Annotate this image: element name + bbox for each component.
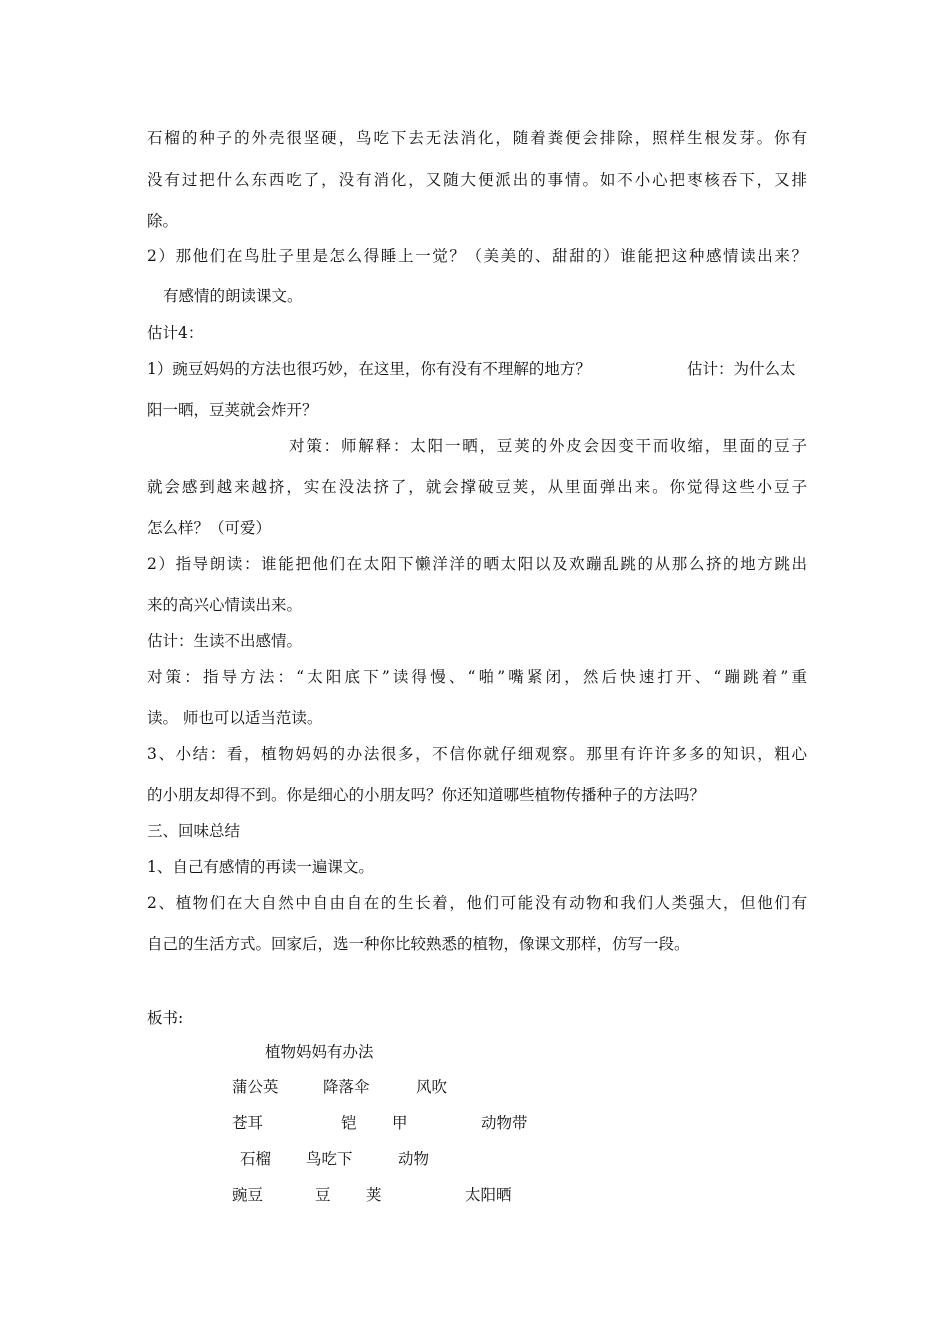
paragraph-line: 就会感到越来越挤，实在没法挤了，就会撑破豆荚，从里面弹出来。你觉得这些小豆子: [147, 478, 807, 496]
board-cell: 甲: [392, 1114, 408, 1132]
paragraph-line: 1）豌豆妈妈的方法也很巧妙，在这里，你有没有不理解的地方？: [147, 360, 591, 378]
board-cell: 鸟吃下: [306, 1150, 353, 1168]
paragraph-line: 3、小结：看，植物妈妈的办法很多，不信你就仔细观察。那里有许许多多的知识，粗心: [147, 745, 807, 763]
board-cell: 动物带: [481, 1114, 528, 1132]
paragraph-line: 估计：为什么太: [687, 360, 796, 378]
paragraph-line: 怎么样？（可爱）: [147, 519, 272, 537]
paragraph-line: 来的高兴心情读出来。: [147, 596, 303, 614]
board-cell: 豌豆: [232, 1186, 264, 1204]
board-cell: 荚: [366, 1186, 382, 1204]
paragraph-line: 估计4：: [147, 324, 204, 342]
section-heading: 三、回味总结: [147, 822, 241, 840]
paragraph-line: 石榴的种子的外壳很坚硬，鸟吃下去无法消化，随着粪便会排除，照样生根发芽。你有: [147, 129, 807, 147]
board-cell: 太阳晒: [465, 1186, 512, 1204]
board-cell: 降落伞: [323, 1078, 370, 1096]
board-cell: 动物: [398, 1150, 430, 1168]
paragraph-line: 对策：师解释：太阳一晒，豆荚的外皮会因变干而收缩，里面的豆子: [289, 437, 807, 455]
board-cell: 风吹: [416, 1078, 448, 1096]
board-cell: 石榴: [240, 1150, 272, 1168]
paragraph-line: 除。: [147, 212, 179, 230]
board-label: 板书:: [147, 1009, 184, 1027]
board-cell: 豆: [315, 1186, 331, 1204]
paragraph-line: 读。 师也可以适当范读。: [147, 709, 323, 727]
paragraph-line: 2、植物们在大自然中自由自在的生长着，他们可能没有动物和我们人类强大，但他们有: [147, 894, 807, 912]
paragraph-line: 没有过把什么东西吃了，没有消化，又随大便派出的事情。如不小心把枣核吞下，又排: [147, 171, 807, 189]
paragraph-line: 对策：指导方法：“太阳底下”读得慢、“啪”嘴紧闭，然后快速打开、“蹦跳着”重: [147, 668, 807, 686]
paragraph-line: 估计：生读不出感情。: [147, 632, 303, 650]
paragraph-line: 自己的生活方式。回家后，选一种你比较熟悉的植物，像课文那样，仿写一段。: [147, 935, 690, 953]
board-title: 植物妈妈有办法: [265, 1043, 374, 1061]
paragraph-line: 阳一晒，豆荚就会炸开？: [147, 401, 318, 419]
paragraph-line: 1、自己有感情的再读一遍课文。: [147, 858, 374, 876]
board-cell: 铠: [341, 1114, 357, 1132]
board-cell: 苍耳: [232, 1114, 264, 1132]
board-cell: 蒲公英: [232, 1078, 279, 1096]
paragraph-line: 有感情的朗读课文。: [163, 287, 303, 305]
paragraph-line: 2）那他们在鸟肚子里是怎么得睡上一觉？（美美的、甜甜的）谁能把这种感情读出来？: [147, 247, 807, 265]
paragraph-line: 的小朋友却得不到。你是细心的小朋友吗？你还知道哪些植物传播种子的方法吗？: [147, 786, 706, 804]
paragraph-line: 2）指导朗读：谁能把他们在太阳下懒洋洋的晒太阳以及欢蹦乱跳的从那么挤的地方跳出: [147, 555, 807, 573]
